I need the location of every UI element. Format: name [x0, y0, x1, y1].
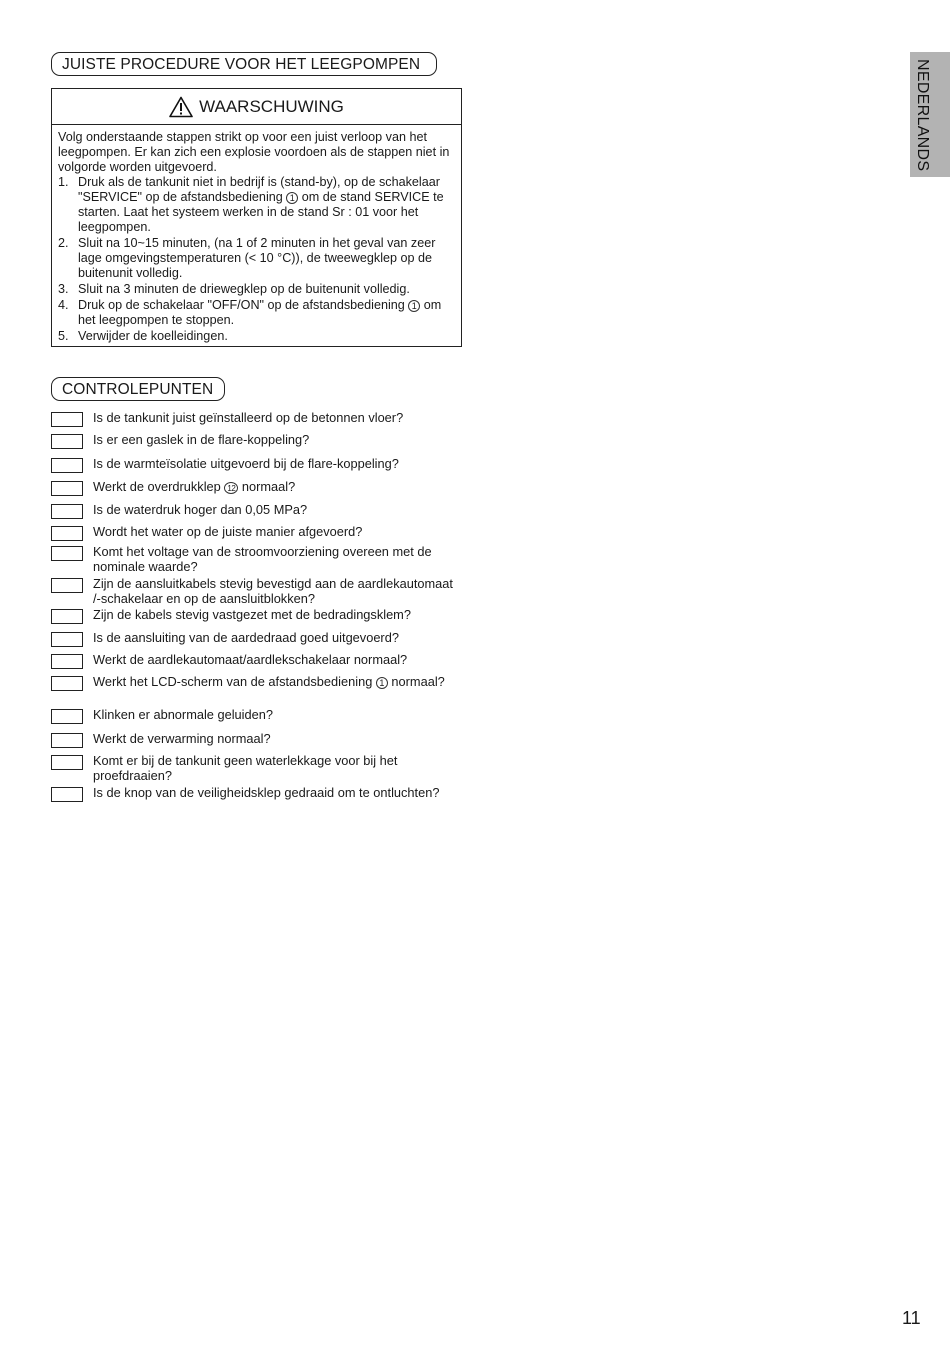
checklist-text: Is de waterdruk hoger dan 0,05 MPa? — [93, 502, 308, 517]
pump-step — [58, 298, 455, 328]
checkbox[interactable] — [51, 504, 83, 519]
checklist-text: Is de knop van de veiligheidsklep gedraaid om te ontluchten? — [93, 785, 440, 800]
checkbox[interactable] — [51, 787, 83, 802]
checkbox[interactable] — [51, 412, 83, 427]
warning-box — [51, 88, 462, 347]
checkbox[interactable] — [51, 755, 83, 770]
pump-steps — [58, 175, 455, 343]
checkbox[interactable] — [51, 458, 83, 473]
pump-step — [58, 282, 455, 297]
checklist-text: Is er een gaslek in de flare-koppeling? — [93, 432, 310, 447]
language-tab-label: NEDERLANDS — [914, 59, 931, 172]
checkbox[interactable] — [51, 578, 83, 593]
checkbox[interactable] — [51, 654, 83, 669]
step-text: Verwijder de koelleidingen. — [78, 328, 228, 343]
checkbox[interactable] — [51, 632, 83, 647]
checkbox[interactable] — [51, 481, 83, 496]
checkbox[interactable] — [51, 526, 83, 541]
checklist-text: Werkt het LCD-scherm van de afstandsbediening 1 normaal? — [93, 674, 445, 689]
pump-section-title: JUISTE PROCEDURE VOOR HET LEEGPOMPEN — [51, 52, 437, 76]
checklist-text: Wordt het water op de juiste manier afgevoerd? — [93, 524, 363, 539]
page-number: 11 — [902, 1308, 921, 1328]
warning-intro: Volg onderstaande stappen strikt op voor een juist verloop van het leegpompen. Er kan zich een explosie voordoen als de stappen niet in volgorde worden uitgevoerd. — [58, 130, 450, 174]
pump-step — [58, 175, 455, 234]
part-ref-icon: 1 — [408, 300, 420, 312]
warning-triangle-icon — [169, 96, 193, 118]
pump-step — [58, 329, 455, 344]
checkbox[interactable] — [51, 434, 83, 449]
checkbox[interactable] — [51, 609, 83, 624]
checkbox[interactable] — [51, 676, 83, 691]
step-text: Druk als de tankunit niet in bedrijf is (stand-by), op de schakelaar "SERVICE" op de afstandsbediening — [78, 175, 440, 205]
step-text-cont: om de stand SERVICE te starten. Laat het systeem werken in de stand Sr : 01 voor het leegpompen. — [78, 190, 444, 234]
part-ref-icon: 12 — [224, 482, 238, 494]
checklist-text: Werkt de overdrukklep 12 normaal? — [93, 479, 296, 494]
step-text: Druk op de schakelaar "OFF/ON" op de afstandsbediening — [78, 297, 409, 312]
checklist-text: Werkt de aardlekautomaat/aardlekschakelaar normaal? — [93, 652, 408, 667]
language-tab — [910, 52, 950, 177]
step-number: 5. — [58, 328, 69, 343]
checklist-text: Komt het voltage van de stroomvoorziening overeen met de nominale waarde? — [93, 544, 432, 574]
checklist-text: Is de tankunit juist geïnstalleerd op de betonnen vloer? — [93, 410, 404, 425]
checklist-text: Is de aansluiting van de aardedraad goed uitgevoerd? — [93, 630, 399, 645]
checklist-text: Werkt de verwarming normaal? — [93, 731, 271, 746]
warning-title: WAARSCHUWING — [199, 96, 344, 116]
step-number: 1. — [58, 175, 69, 190]
checkbox[interactable] — [51, 709, 83, 724]
checklist-text: Is de warmteïsolatie uitgevoerd bij de flare-koppeling? — [93, 456, 399, 471]
checklist-text: Zijn de aansluitkabels stevig bevestigd aan de aardlekautomaat /-schakelaar en op de aansluitblokken? — [93, 576, 453, 606]
part-ref-icon: 1 — [376, 677, 388, 689]
checklist-text: Komt er bij de tankunit geen waterlekkage voor bij het proefdraaien? — [93, 753, 398, 783]
step-number: 4. — [58, 297, 69, 312]
checkbox[interactable] — [51, 733, 83, 748]
check-section-title: CONTROLEPUNTEN — [51, 377, 225, 401]
step-text-cont: om het leegpompen te stoppen. — [78, 297, 442, 327]
step-text: Sluit na 3 minuten de driewegklep op de buitenunit volledig. — [78, 281, 410, 296]
step-number: 2. — [58, 235, 69, 250]
checkbox[interactable] — [51, 546, 83, 561]
pump-step — [58, 236, 455, 280]
step-text: Sluit na 10~15 minuten, (na 1 of 2 minuten in het geval van zeer lage omgevingstemperaturen (< 10 °C)), de tweewegklep op de buitenunit volledig. — [78, 235, 436, 280]
warning-body — [52, 125, 461, 344]
part-ref-icon: 1 — [286, 192, 298, 204]
checklist-text: Zijn de kabels stevig vastgezet met de bedradingsklem? — [93, 607, 411, 622]
step-number: 3. — [58, 281, 69, 296]
checklist-text: Klinken er abnormale geluiden? — [93, 707, 273, 722]
warning-header — [52, 89, 461, 125]
